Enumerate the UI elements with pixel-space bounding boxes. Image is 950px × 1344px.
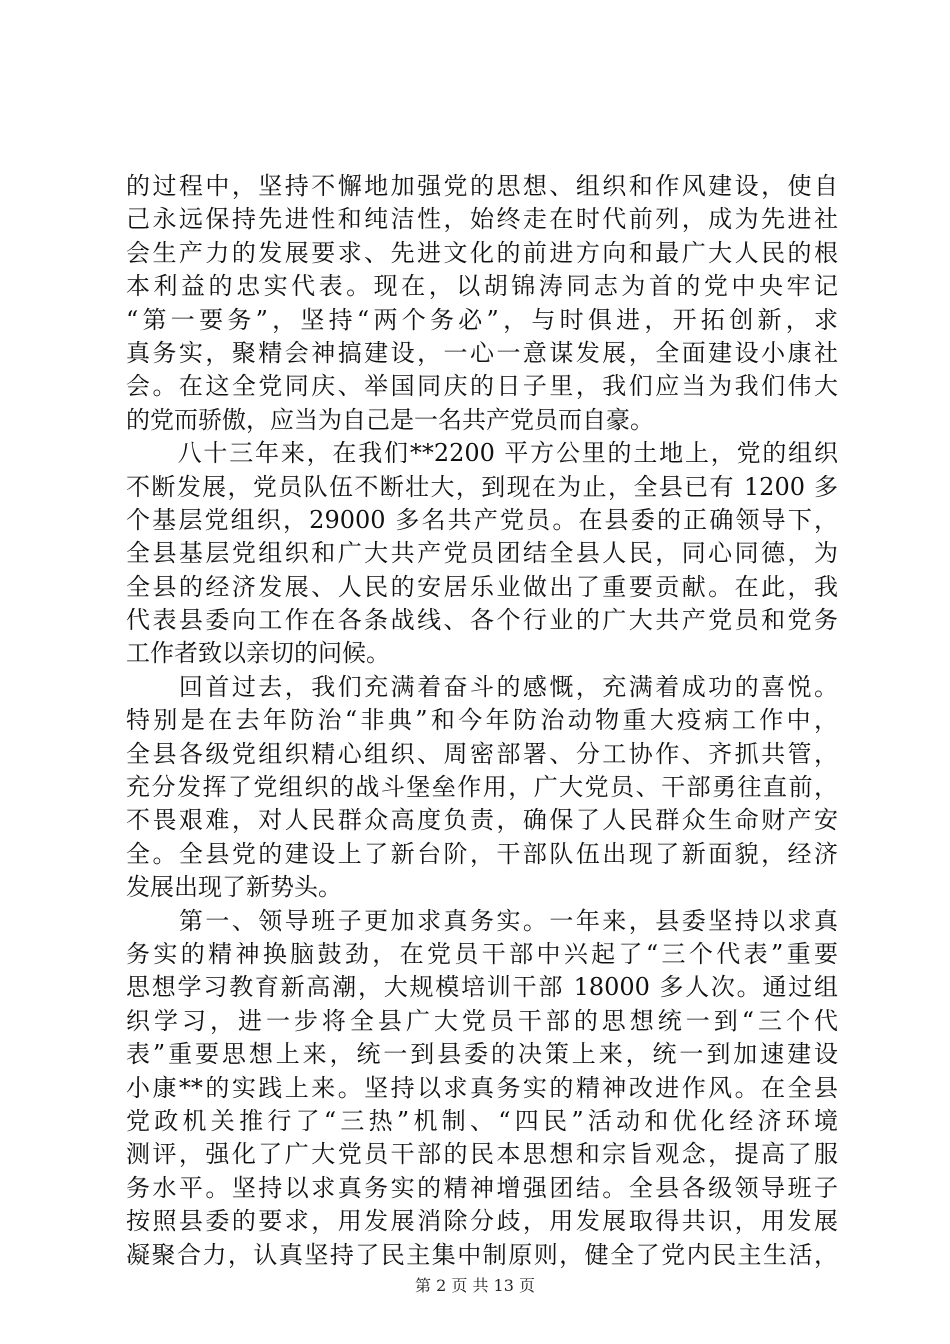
text-line: 真务实，聚精会神搞建设，一心一意谋发展，全面建设小康社 [126, 338, 838, 367]
text-line: 己永远保持先进性和纯洁性，始终走在时代前列，成为先进社 [126, 205, 838, 234]
text-line: 全县各级党组织精心组织、周密部署、分工协作、齐抓共管， [126, 739, 838, 768]
text-line: 务水平。坚持以求真务实的精神增强团结。全县各级领导班子 [126, 1173, 838, 1202]
text-line: 不畏艰难，对人民群众高度负责，确保了人民群众生命财产安 [126, 806, 838, 835]
text-line: 按照县委的要求，用发展消除分歧，用发展取得共识，用发展 [126, 1207, 838, 1236]
text-line: 特别是在去年防治“非典”和今年防治动物重大疫病工作中， [126, 706, 838, 735]
text-line: “第一要务”，坚持“两个务必”，与时俱进，开拓创新，求 [126, 305, 838, 334]
text-line: 测评，强化了广大党员干部的民本思想和宗旨观念，提高了服 [126, 1140, 838, 1169]
text-line: 党政机关推行了“三热”机制、“四民”活动和优化经济环境 [126, 1106, 838, 1135]
page-footer: 第 2 页 共 13 页 [415, 1276, 535, 1295]
document-body [126, 170, 838, 1272]
text-line: 全县的经济发展、人民的安居乐业做出了重要贡献。在此，我 [126, 572, 838, 601]
text-line: 代表县委向工作在各条战线、各个行业的广大共产党员和党务 [126, 606, 838, 635]
text-line: 全县基层党组织和广大共产党员团结全县人民，同心同德，为 [126, 539, 838, 568]
text-line: 表”重要思想上来，统一到县委的决策上来，统一到加速建设 [126, 1040, 838, 1069]
text-line: 会生产力的发展要求、先进文化的前进方向和最广大人民的根 [126, 238, 838, 267]
text-line: 发展出现了新势头。 [126, 873, 342, 902]
text-line: 凝聚合力，认真坚持了民主集中制原则，健全了党内民主生活， [126, 1240, 838, 1269]
text-line: 全。全县党的建设上了新台阶，干部队伍出现了新面貌，经济 [126, 839, 838, 868]
text-line: 本利益的忠实代表。现在，以胡锦涛同志为首的党中央牢记 [126, 272, 838, 301]
text-line: 个基层党组织，29000 多名共产党员。在县委的正确领导下， [126, 505, 838, 534]
text-line: 织学习，进一步将全县广大党员干部的思想统一到“三个代 [126, 1006, 838, 1035]
text-line: 第一、领导班子更加求真务实。一年来，县委坚持以求真 [126, 906, 838, 935]
text-line: 会。在这全党同庆、举国同庆的日子里，我们应当为我们伟大 [126, 372, 838, 401]
text-line: 不断发展，党员队伍不断壮大，到现在为止，全县已有 1200 多 [126, 472, 838, 501]
text-line: 的过程中，坚持不懈地加强党的思想、组织和作风建设，使自 [126, 172, 838, 200]
text-line: 务实的精神换脑鼓劲，在党员干部中兴起了“三个代表”重要 [126, 939, 838, 968]
text-line: 八十三年来，在我们**2200 平方公里的土地上，党的组织 [126, 439, 838, 468]
text-line: 充分发挥了党组织的战斗堡垒作用，广大党员、干部勇往直前， [126, 773, 838, 802]
text-line: 思想学习教育新高潮，大规模培训干部 18000 多人次。通过组 [126, 973, 838, 1002]
text-line: 回首过去，我们充满着奋斗的感慨，充满着成功的喜悦。 [126, 672, 838, 701]
text-line: 工作者致以亲切的问候。 [126, 639, 390, 668]
text-line: 的党而骄傲，应当为自己是一名共产党员而自豪。 [126, 405, 654, 434]
text-line: 小康**的实践上来。坚持以求真务实的精神改进作风。在全县 [126, 1073, 838, 1102]
